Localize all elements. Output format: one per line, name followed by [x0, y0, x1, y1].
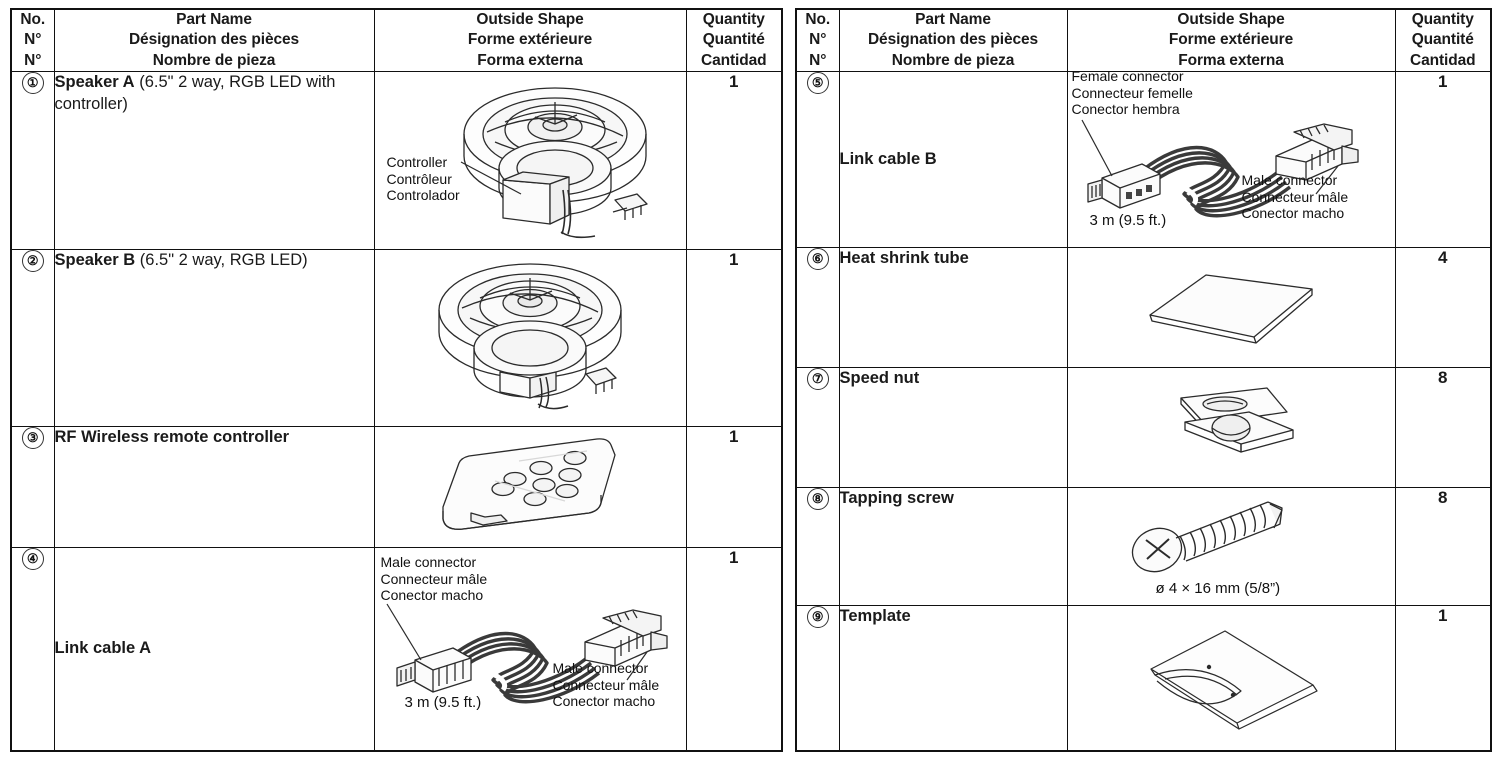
part-name-cell: [54, 427, 374, 548]
header-part-name-es: Nombre de pieza: [152, 51, 276, 69]
remote-control-icon: [415, 433, 645, 541]
part-name-label: Tapping screw: [839, 489, 954, 508]
row-number-badge: ①: [22, 72, 44, 94]
header-no: [11, 9, 54, 72]
part-name-cell: [839, 368, 1067, 488]
table-row: [796, 248, 1491, 368]
header-outside-shape-fr: Forme extérieure: [1168, 31, 1294, 49]
quantity-cell: 1: [686, 250, 782, 427]
table-row: [796, 368, 1491, 488]
outside-shape-cell: [1067, 68, 1395, 248]
link-cable-b-illustration: [1068, 68, 1395, 246]
part-name-label: Speed nut: [839, 369, 920, 388]
outside-shape-cell: [374, 548, 686, 751]
row-number-cell: [11, 548, 54, 751]
part-name-label: Link cable B: [839, 150, 937, 169]
part-name-label: Speaker A: [54, 73, 135, 92]
quantity-cell: 4: [1395, 248, 1491, 368]
female-connector-callout-fr: Connecteur femelle: [1071, 84, 1193, 101]
speaker-a-illustration: [375, 72, 686, 249]
quantity-cell: 1: [1395, 72, 1491, 248]
row-number-badge: ⑦: [807, 368, 829, 390]
controller-callout-es: Controlador: [386, 186, 460, 203]
male-connector-callout-right-fr: Connecteur mâle: [552, 676, 660, 693]
header-part-name-en: Part Name: [176, 11, 252, 28]
part-name-cell: [839, 606, 1067, 751]
part-spec-label: (6.5" 2 way, RGB LED with controller): [54, 73, 336, 113]
outside-shape-cell: [1067, 368, 1395, 488]
remote-illustration: [375, 427, 686, 547]
male-connector-callout-en: Male connector: [1241, 172, 1338, 189]
table-left-header: [11, 9, 782, 72]
quantity-cell: 8: [1395, 368, 1491, 488]
table-row: [11, 427, 782, 548]
outside-shape-cell: [374, 250, 686, 427]
header-quantity: [686, 9, 782, 72]
tapping-screw-illustration: [1068, 488, 1395, 604]
header-no-es: N°: [809, 51, 827, 69]
row-number-cell: [796, 248, 839, 368]
header-part-name-fr: Désignation des pièces: [128, 31, 300, 49]
row-number-cell: [796, 488, 839, 606]
quantity-cell: 1: [686, 72, 782, 250]
header-outside-shape-es: Forma externa: [477, 51, 583, 69]
speaker-b-illustration: [375, 250, 686, 426]
quantity-cell: 8: [1395, 488, 1491, 606]
male-connector-callout-left-es: Conector macho: [380, 586, 484, 603]
heat-shrink-tube-icon: [1136, 265, 1326, 351]
part-name-cell: [839, 72, 1067, 248]
speed-nut-icon: [1141, 382, 1321, 474]
header-no-fr: N°: [24, 31, 42, 49]
part-name-cell: [54, 72, 374, 250]
header-no-fr: N°: [809, 31, 827, 49]
outside-shape-cell: [374, 72, 686, 250]
male-connector-callout-left-en: Male connector: [380, 554, 477, 571]
male-connector-callout-right-es: Conector macho: [552, 692, 656, 709]
link-cable-a-illustration: [375, 548, 686, 724]
table-row: [11, 250, 782, 427]
male-connector-callout-es: Conector macho: [1241, 204, 1345, 221]
part-name-label: Link cable A: [54, 639, 152, 658]
part-name-cell: [839, 488, 1067, 606]
table-row: [11, 72, 782, 250]
row-number-badge: ③: [22, 427, 44, 449]
row-number-badge: ⑧: [807, 488, 829, 510]
header-no-en: No.: [805, 11, 831, 28]
controller-callout-en: Controller: [386, 154, 448, 171]
heat-shrink-tube-illustration: [1068, 248, 1395, 367]
header-no-es: N°: [24, 51, 42, 69]
quantity-cell: 1: [686, 548, 782, 751]
header-part-name: [54, 9, 374, 72]
row-number-cell: [796, 72, 839, 248]
tapping-screw-icon: [1068, 494, 1384, 586]
header-part-name-es: Nombre de pieza: [891, 51, 1015, 69]
part-name-cell: [839, 248, 1067, 368]
header-quantity-en: Quantity: [702, 11, 765, 28]
header-outside-shape-en: Outside Shape: [476, 11, 584, 28]
part-spec-label: (6.5" 2 way, RGB LED): [135, 251, 308, 270]
header-outside-shape-en: Outside Shape: [1177, 11, 1285, 28]
cable-a-length-label: 3 m (9.5 ft.): [404, 694, 482, 712]
male-connector-callout-right-en: Male connector: [552, 660, 649, 677]
header-no: [796, 9, 839, 72]
male-connector-callout-fr: Connecteur mâle: [1241, 188, 1349, 205]
template-sheet-icon: [1121, 623, 1341, 733]
quantity-cell: 1: [1395, 606, 1491, 751]
table-right-header: [796, 9, 1491, 72]
row-number-badge: ②: [22, 250, 44, 272]
header-outside-shape-fr: Forme extérieure: [467, 31, 593, 49]
header-outside-shape: [374, 9, 686, 72]
row-number-cell: [11, 427, 54, 548]
row-number-cell: [796, 368, 839, 488]
cable-b-length-label: 3 m (9.5 ft.): [1089, 212, 1167, 230]
header-part-name-en: Part Name: [915, 11, 991, 28]
row-number-cell: [796, 606, 839, 751]
screw-dimension-label: ø 4 × 16 mm (5/8”): [1155, 580, 1281, 598]
header-part-name: [839, 9, 1067, 72]
table-row: [796, 606, 1491, 751]
header-part-name-fr: Désignation des pièces: [867, 31, 1039, 49]
part-name-cell: [54, 548, 374, 751]
speed-nut-illustration: [1068, 368, 1395, 487]
part-name-label: Speaker B: [54, 251, 136, 270]
parts-table-left: [10, 8, 783, 752]
row-number-badge: ⑥: [807, 248, 829, 270]
header-quantity-fr: Quantité: [702, 31, 765, 49]
ceiling-speaker-icon: [380, 252, 680, 424]
part-name-label: Heat shrink tube: [839, 249, 969, 268]
female-connector-callout-es: Conector hembra: [1071, 100, 1180, 117]
male-connector-callout: [1242, 172, 1349, 221]
header-quantity: [1395, 9, 1491, 72]
header-quantity-fr: Quantité: [1411, 31, 1474, 49]
row-number-badge: ⑨: [807, 606, 829, 628]
outside-shape-cell: [1067, 488, 1395, 606]
parts-table-right: [795, 8, 1492, 752]
header-outside-shape: [1067, 9, 1395, 72]
row-number-badge: ④: [22, 548, 44, 570]
part-name-label: RF Wireless remote controller: [54, 428, 290, 447]
quantity-cell: 1: [686, 427, 782, 548]
row-number-cell: [11, 72, 54, 250]
controller-callout-fr: Contrôleur: [386, 170, 452, 187]
header-quantity-es: Cantidad: [1409, 51, 1476, 69]
row-number-badge: ⑤: [807, 72, 829, 94]
part-name-label: Template: [839, 607, 911, 626]
row-number-cell: [11, 250, 54, 427]
female-connector-callout: [1072, 68, 1193, 117]
table-row: [11, 548, 782, 751]
header-outside-shape-es: Forma externa: [1178, 51, 1284, 69]
table-row: [796, 72, 1491, 248]
part-name-cell: [54, 250, 374, 427]
controller-callout: [387, 154, 460, 203]
female-connector-callout-en: Female connector: [1071, 68, 1184, 85]
header-quantity-en: Quantity: [1411, 11, 1474, 28]
header-quantity-es: Cantidad: [700, 51, 767, 69]
table-row: [796, 488, 1491, 606]
outside-shape-cell: [374, 427, 686, 548]
male-connector-callout-right: [553, 660, 660, 709]
header-no-en: No.: [20, 11, 46, 28]
male-connector-callout-left-fr: Connecteur mâle: [380, 570, 488, 587]
template-illustration: [1068, 606, 1395, 750]
outside-shape-cell: [1067, 248, 1395, 368]
male-connector-callout-left: [381, 554, 488, 603]
outside-shape-cell: [1067, 606, 1395, 751]
